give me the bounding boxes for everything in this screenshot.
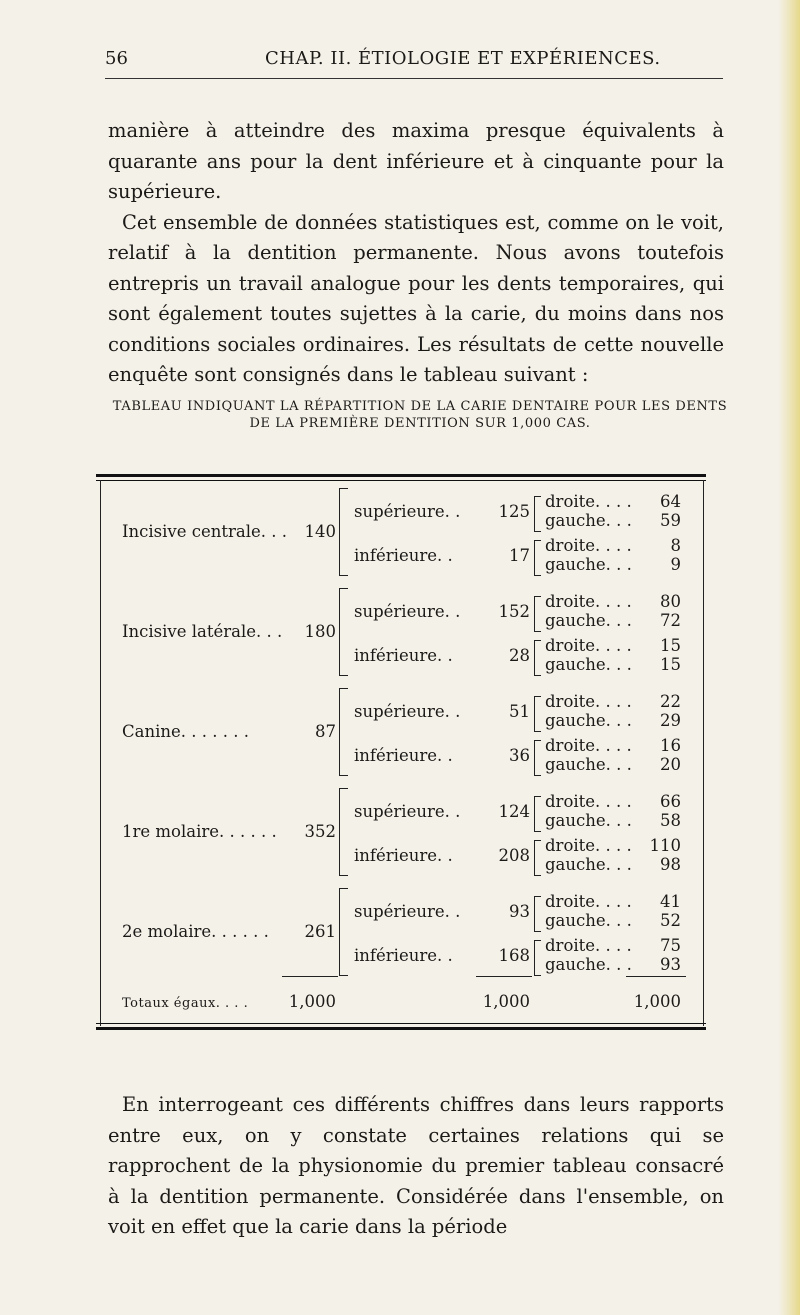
tooth-brace [339,688,348,776]
case-count: 22 [660,692,681,711]
caption-line-2: DE LA PREMIÈRE DENTITION SUR 1,000 CAS. [249,416,591,431]
case-count: 29 [660,711,681,730]
case-count: 20 [660,755,681,774]
tooth-brace [339,488,348,576]
jaw-brace [534,596,541,632]
running-header [105,48,725,72]
totals-rule-3 [626,976,686,977]
jaw-brace [534,540,541,576]
jaw-label: supérieure. . [354,802,461,821]
jaw-label: supérieure. . [354,502,461,521]
tooth-brace [339,588,348,676]
tooth-brace [339,788,348,876]
case-count: 58 [660,811,681,830]
tooth-total: 140 [304,522,336,541]
case-count: 52 [660,911,681,930]
jaw-brace [534,696,541,732]
case-count: 59 [660,511,681,530]
side-label: droite. . . . [545,492,632,511]
jaw-total: 208 [498,846,530,865]
header-rule [105,78,723,79]
case-count: 9 [670,555,681,574]
tooth-name: Canine. . . . . . . [122,722,249,741]
jaw-brace [534,740,541,776]
jaw-total: 125 [498,502,530,521]
case-count: 41 [660,892,681,911]
tooth-name: 2e molaire. . . . . . [122,922,269,941]
tooth-total: 352 [304,822,336,841]
side-label: gauche. . . [545,511,632,530]
jaw-label: inférieure. . [354,946,453,965]
side-label: droite. . . . [545,592,632,611]
case-count: 72 [660,611,681,630]
side-label: droite. . . . [545,692,632,711]
side-label: gauche. . . [545,911,632,930]
jaw-label: supérieure. . [354,602,461,621]
case-count: 15 [660,655,681,674]
side-label: gauche. . . [545,555,632,574]
case-count: 80 [660,592,681,611]
totals-row [96,992,706,1016]
side-label: droite. . . . [545,792,632,811]
jaw-total: 36 [509,746,530,765]
totals-col1: 1,000 [288,992,336,1011]
case-count: 110 [649,836,681,855]
totals-col2: 1,000 [482,992,530,1011]
tooth-name: Incisive latérale. . . [122,622,283,641]
totals-label: Totaux égaux. . . . [122,996,249,1011]
jaw-brace [534,496,541,532]
case-count: 15 [660,636,681,655]
table-top-rule-thin [96,480,706,481]
side-label: gauche. . . [545,711,632,730]
tooth-name: Incisive centrale. . . [122,522,287,541]
case-count: 64 [660,492,681,511]
jaw-label: inférieure. . [354,746,453,765]
side-label: gauche. . . [545,655,632,674]
page-number: 56 [105,48,128,69]
tooth-total: 261 [304,922,336,941]
jaw-brace [534,796,541,832]
case-count: 8 [670,536,681,555]
jaw-total: 51 [509,702,530,721]
totals-col3: 1,000 [633,992,681,1011]
tooth-name: 1re molaire. . . . . . [122,822,277,841]
tooth-group [96,782,706,882]
page-edge [778,0,800,1315]
caption-line-1: TABLEAU INDIQUANT LA RÉPARTITION DE LA CARIE DENTAIRE POUR LES DENTS [112,399,728,414]
jaw-total: 168 [498,946,530,965]
tooth-group [96,682,706,782]
side-label: gauche. . . [545,611,632,630]
side-label: gauche. . . [545,755,632,774]
table-top-rule [96,474,706,477]
case-count: 75 [660,936,681,955]
jaw-brace [534,640,541,676]
side-label: gauche. . . [545,855,632,874]
side-label: droite. . . . [545,936,632,955]
tooth-total: 87 [315,722,336,741]
jaw-label: supérieure. . [354,702,461,721]
jaw-label: inférieure. . [354,646,453,665]
tooth-group [96,582,706,682]
jaw-total: 17 [509,546,530,565]
tooth-total: 180 [304,622,336,641]
jaw-brace [534,840,541,876]
side-label: droite. . . . [545,636,632,655]
closing-text [108,1090,724,1243]
tooth-group [96,882,706,982]
jaw-label: inférieure. . [354,846,453,865]
closing-paragraph: En interrogeant ces différents chiffres dans leurs rapports entre eux, on y constate certaines relations qui se rapprochent de la physionomie du premier tableau consacré à la dentition permanente. Considérée dans l'ensemble, on voit en effet que la carie dans la période [108,1093,724,1238]
jaw-label: inférieure. . [354,546,453,565]
table-caption [100,398,740,432]
tooth-brace [339,888,348,976]
side-label: droite. . . . [545,892,632,911]
totals-rule-2 [476,976,532,977]
side-label: gauche. . . [545,955,632,974]
caries-table [96,474,706,1029]
tooth-group [96,482,706,582]
side-label: droite. . . . [545,736,632,755]
jaw-label: supérieure. . [354,902,461,921]
jaw-brace [534,940,541,976]
case-count: 66 [660,792,681,811]
case-count: 93 [660,955,681,974]
table-bottom-rule [96,1027,706,1030]
table-bottom-rule-thin [96,1023,706,1024]
jaw-total: 152 [498,602,530,621]
jaw-total: 124 [498,802,530,821]
jaw-total: 28 [509,646,530,665]
intro-paragraph-2: Cet ensemble de données statistiques est, comme on le voit, relatif à la dentition permanente. Nous avons toutefois entrepris un travail analogue pour les dents temporaires, qui sont également toutes sujettes à la carie, du moins dans nos conditions sociales ordinaires. Les résultats de cette nouvelle enquête sont consignés dans le tableau suivant : [108,210,724,386]
jaw-brace [534,896,541,932]
case-count: 16 [660,736,681,755]
side-label: gauche. . . [545,811,632,830]
running-title: CHAP. II. ÉTIOLOGIE ET EXPÉRIENCES. [265,48,661,69]
case-count: 98 [660,855,681,874]
totals-rule-1 [282,976,338,977]
side-label: droite. . . . [545,536,632,555]
intro-paragraph-1: manière à atteindre des maxima presque équivalents à quarante ans pour la dent inférieure et à cinquante pour la supérieure. [108,119,724,203]
intro-text [108,116,724,391]
side-label: droite. . . . [545,836,632,855]
jaw-total: 93 [509,902,530,921]
